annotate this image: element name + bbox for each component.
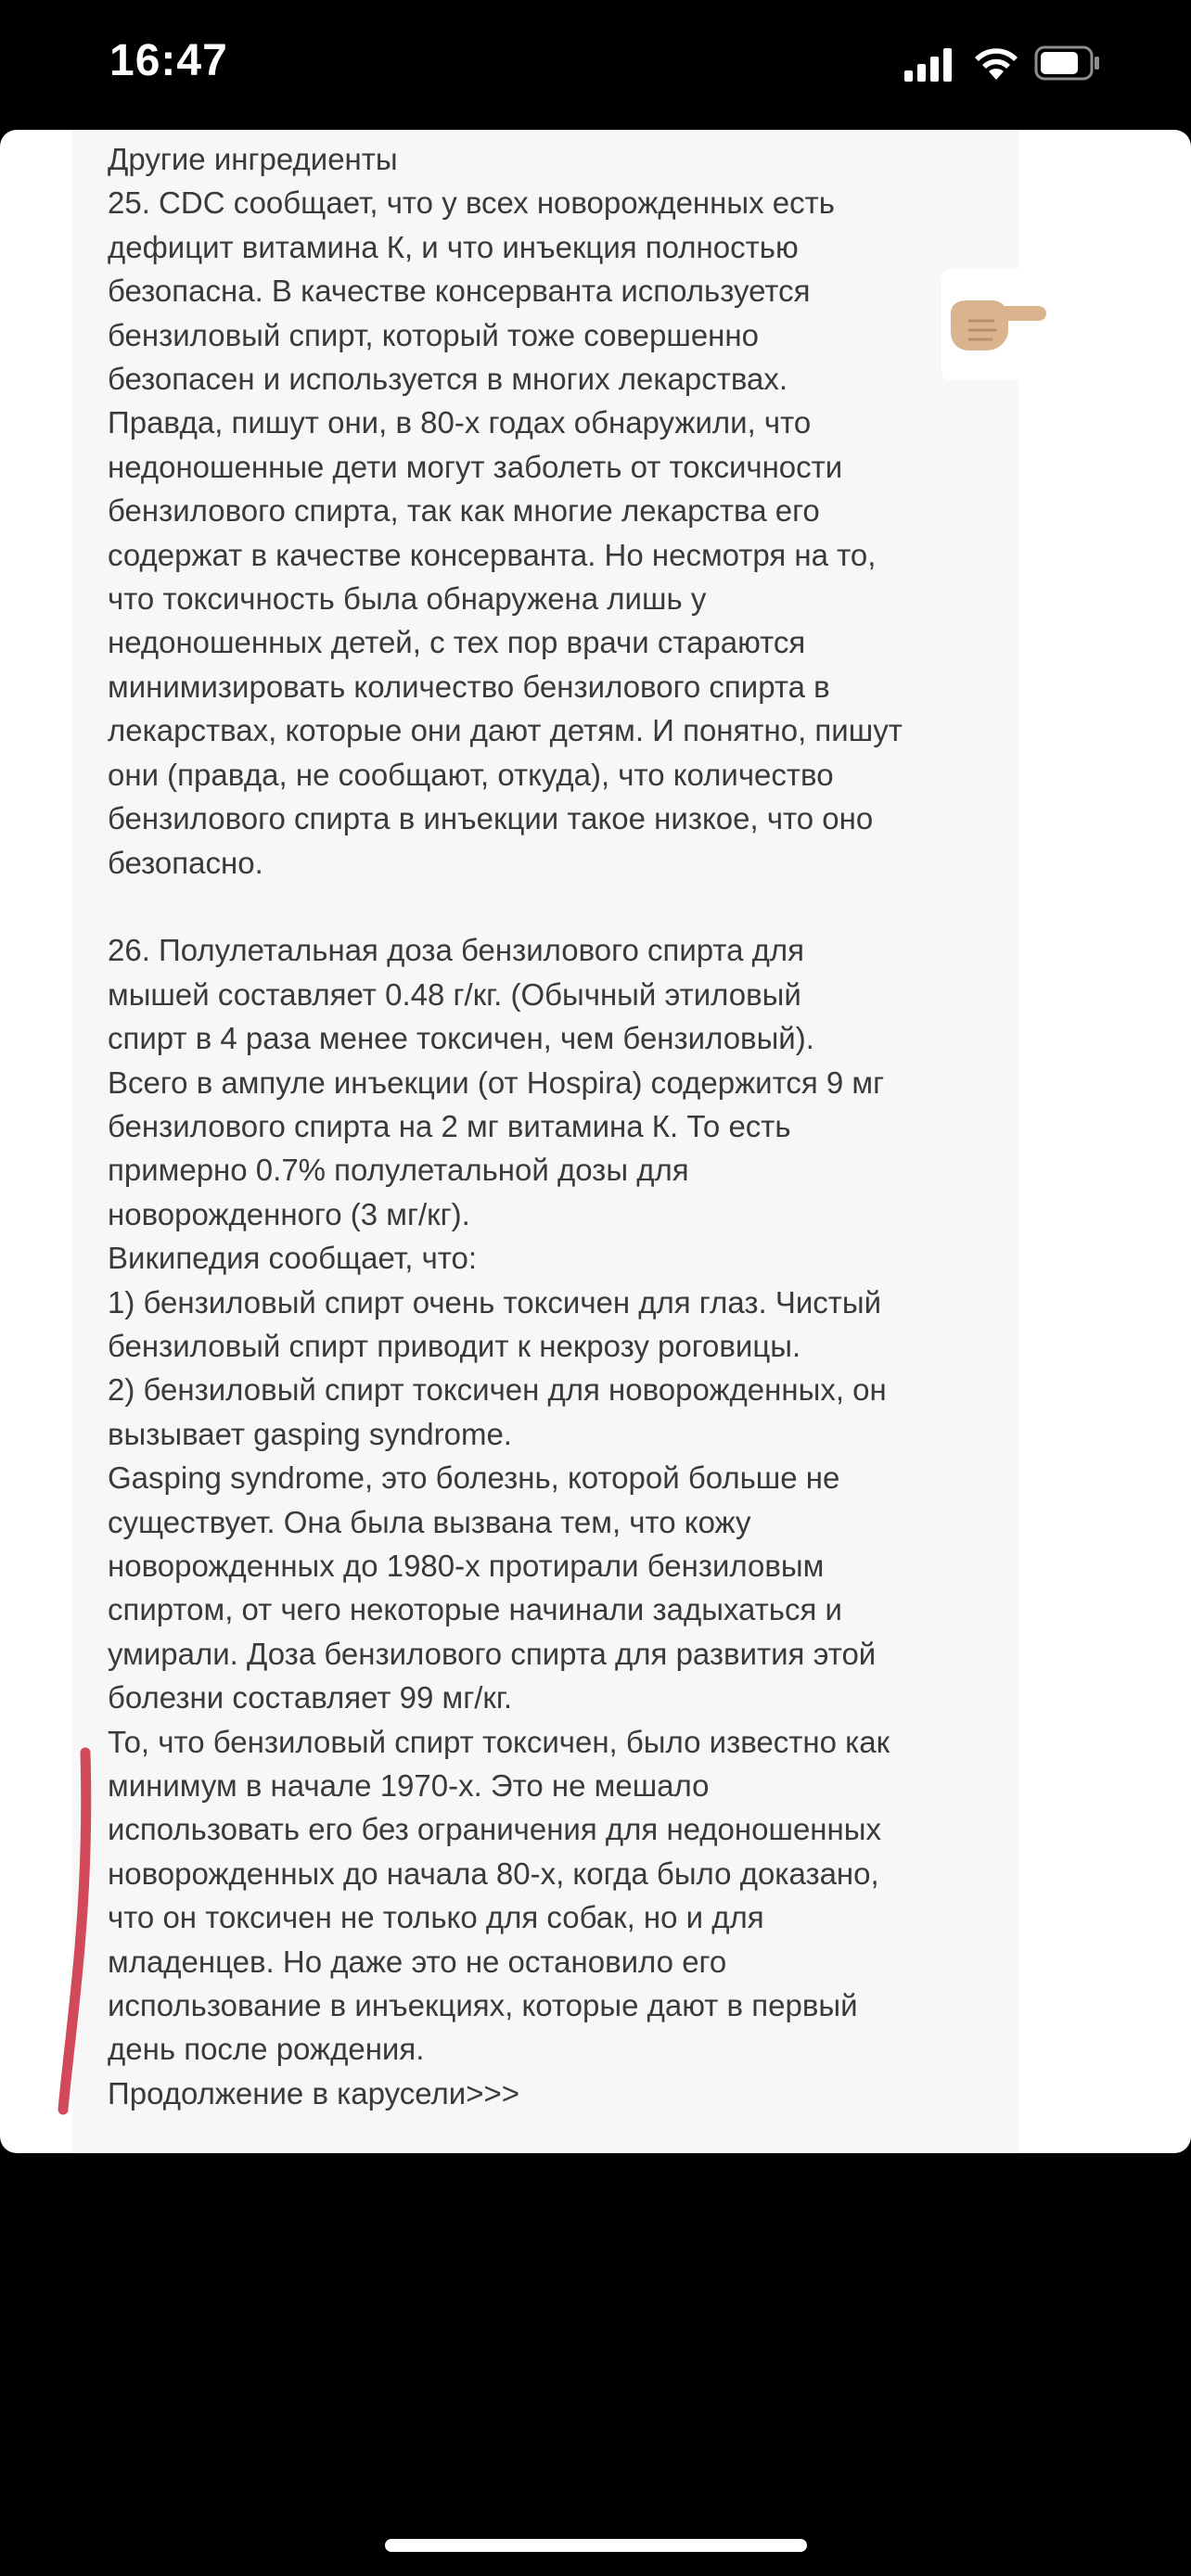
- signal-bars-icon: [904, 48, 953, 82]
- home-indicator[interactable]: [385, 2539, 807, 2552]
- pointing-finger-icon: [941, 269, 1053, 380]
- red-marker-line: [54, 1743, 100, 2133]
- status-time: 16:47: [109, 36, 228, 85]
- post-text: Другие ингредиенты 25. CDC сообщает, что у всех новорожденных есть дефицит витамина К, и что инъекция полностью безопасна. В качестве консерванта используется бензиловый спирт, который тоже совершенно безопасен и используется в многих лекарствах. Правда, пишут они, в 80-х годах обнаружили, что недоношенные дети могут заболеть от токсичности бензилового спирта, так как многие лекарства его содержат в качестве консерванта. Но несмотря на то, что токсичность была обнаружена лишь у недоношенных детей, с тех пор врачи стараются минимизировать количество бензилового спирта в лекарствах, которые они дают детям. И понятно, пишут они (правда, не сообщают, откуда), что количество бензилового спирта в инъекции такое низкое, что оно безопасно. 26. Полулетальная доза бензилового спирта для мышей составляет 0.48 г/кг. (Обычный этиловый спирт в 4 раза менее токсичен, чем бензиловый). Всего в ампуле инъекции (от Hospira) содержится 9 мг бензилового спирта на 2 мг витамина К. То есть примерно 0.7% полулетальной дозы для новорожденного (3 мг/кг). Википедия сообщает, что: 1) бензиловый спирт очень токсичен для глаз. Чистый бензиловый спирт приводит к некрозу роговицы. 2) бензиловый спирт токсичен для новорожденных, он вызывает gasping syndrome. Gasping syndrome, это болезнь, которой больше не существует. Она была вызвана тем, что кожу новорожденных до 1980-х протирали бензиловым спиртом, от чего некоторые начинали задыхаться и умирали. Доза бензилового спирта для развития этой болезни составляет 99 мг/кг. То, что бензиловый спирт токсичен, было известно как минимум в начале 1970-х. Это не мешало использовать его без ограничения для недоношенных новорожденных до начала 80-х, когда было доказано, что он токсичен не только для собак, но и для младенцев. Но даже это не остановило его использование в инъекциях, которые дают в первый день после рождения. Продолжение в карусели>>>: [108, 142, 903, 2111]
- wifi-icon: [972, 45, 1020, 82]
- battery-icon: [1034, 45, 1101, 82]
- post-image: [0, 130, 1191, 2153]
- status-bar: [0, 0, 1191, 130]
